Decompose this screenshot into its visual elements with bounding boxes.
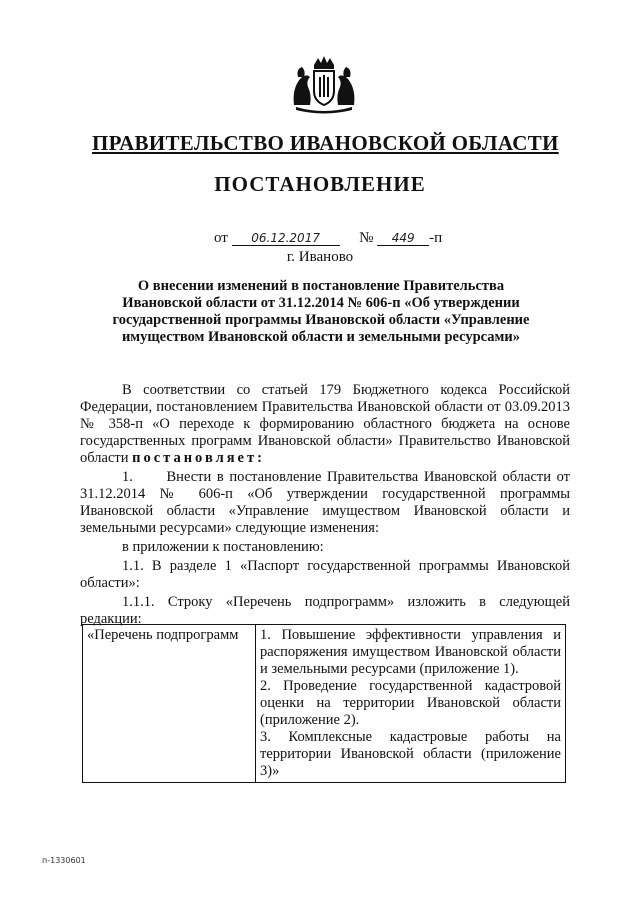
document-body	[80, 382, 570, 628]
item-1-paragraph: 1. Внести в постановление Правительства Ивановской области от 31.12.2014 № 606-п «Об утверждении государственной программы Ивановской области «Управление имуществом Ивановской области и земельными ресурсами» следующие изменения:	[80, 469, 570, 536]
subprogram-item: 3. Комплексные кадастровые работы на территории Ивановской области (приложение 3)»	[260, 729, 561, 779]
subprogram-item: 1. Повышение эффективности управления и распоряжения имуществом Ивановской области и земельными ресурсами (приложение 1).	[260, 627, 561, 677]
table-row	[83, 625, 566, 783]
document-code: п-1330601	[42, 856, 86, 865]
subject-line: Ивановской области от 31.12.2014 № 606-п «Об утверждении	[122, 295, 520, 311]
date-number-line	[214, 230, 442, 247]
subject-line: имуществом Ивановской области и земельными ресурсами»	[121, 329, 521, 345]
item-1-1-paragraph: 1.1. В разделе 1 «Паспорт государственной программы Ивановской области»:	[80, 558, 570, 591]
annex-paragraph: в приложении к постановлению:	[122, 539, 324, 555]
item-1-1-1-paragraph: 1.1.1. Строку «Перечень подпрограмм» изложить в следующей редакции:	[80, 594, 570, 627]
document-subject	[96, 278, 546, 346]
date-value: 06.12.2017	[232, 231, 340, 246]
amendment-table	[82, 624, 566, 783]
number-prefix: №	[359, 230, 374, 246]
subprogram-item: 2. Проведение государственной кадастровой оценки на территории Ивановской области (приложение 2).	[260, 678, 561, 728]
number-suffix: -п	[429, 230, 443, 246]
decree-word: постановляет:	[132, 450, 265, 466]
coat-of-arms-emblem	[288, 55, 360, 115]
subject-line: О внесении изменений в постановление Правительства	[137, 278, 505, 294]
government-title: ПРАВИТЕЛЬСТВО ИВАНОВСКОЙ ОБЛАСТИ	[92, 131, 559, 155]
city: г. Иваново	[286, 249, 354, 265]
subject-line: государственной программы Ивановской области «Управление	[112, 312, 530, 328]
document-type-heading: ПОСТАНОВЛЕНИЕ	[214, 172, 426, 196]
date-prefix: от	[214, 230, 228, 246]
preamble-paragraph	[80, 382, 570, 467]
table-cell-content	[256, 625, 566, 783]
number-value: 449	[377, 231, 429, 246]
preamble-text: В соответствии со статьей 179 Бюджетного кодекса Российской Федерации, постановлением Правительства Ивановской области от 03.09.2013 № 358-п «О переходе к формированию областного бюджета на основе государственных программ Ивановской области» Правительство Ивановской области	[80, 382, 570, 466]
table-cell-label: «Перечень подпрограмм	[83, 625, 256, 783]
